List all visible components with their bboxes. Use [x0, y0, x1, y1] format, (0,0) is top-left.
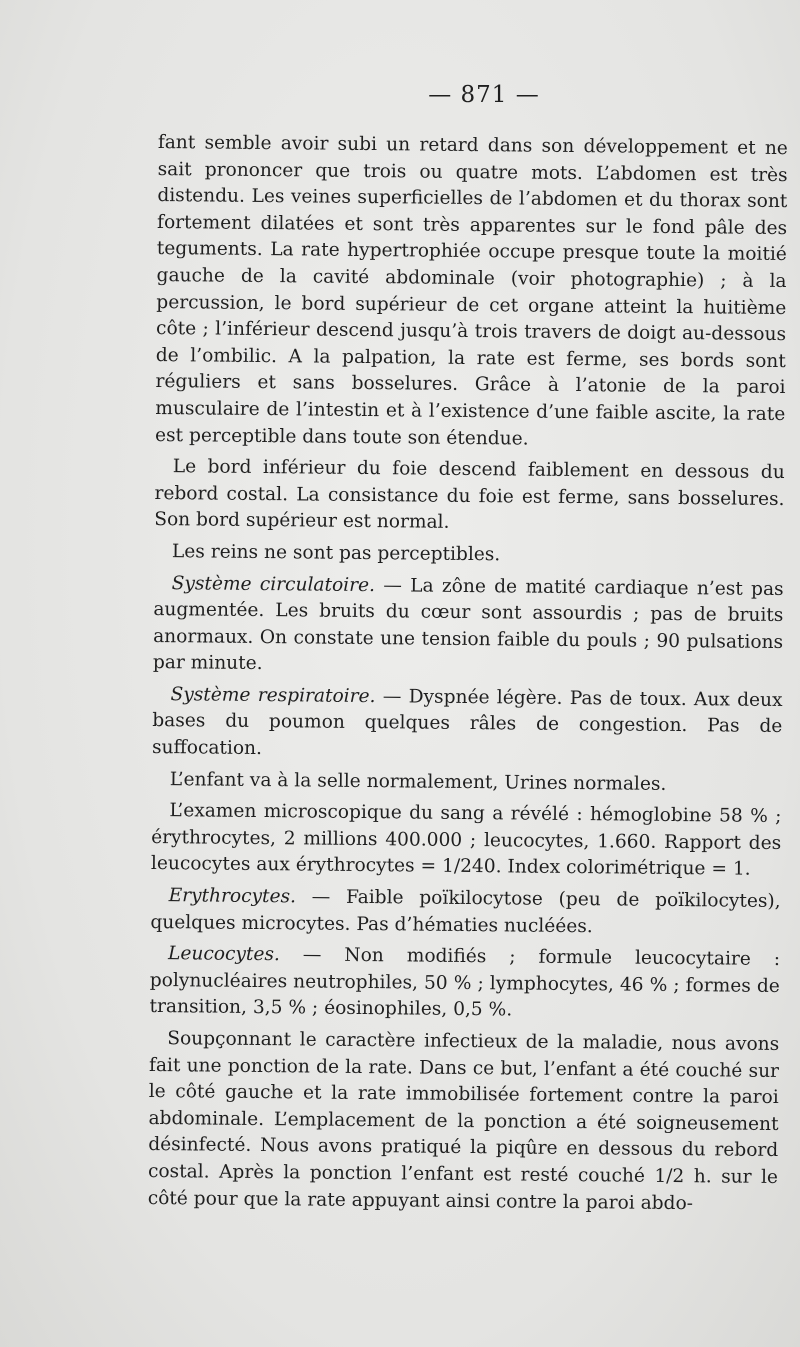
paragraph-lead: Système respiratoire.	[170, 684, 376, 707]
paragraph-respiratory	[152, 682, 783, 768]
paragraph-text: fant semble avoir subi un retard dans son développement et ne sait prononcer que trois ou quatre mots. L’abdomen est très distendu. Les veines superficielles de l’abdomen et du thorax sont fortement dilatées et sont très apparentes sur le fond pâle des teguments. La rate hypertrophiée occupe presque toute la moitié gauche de la cavité abdominale (voir photographie) ; à la percussion, le bord supérieur de cet organe atteint la huitième côte ; l’inférieur descend jusqu’à trois travers de doigt au-dessous de l’ombilic. A la palpation, la rate est ferme, ses bords sont réguliers et sans bosselures. Grâce à l’atonie de la paroi musculaire de l’intestin et à l’existence d’une faible ascite, la rate est perceptible dans toute son étendue.	[154, 131, 788, 450]
paragraph-text: — La zône de matité cardiaque n’est pas augmentée. Les bruits du cœur sont assourdis ; pas de bruits anormaux. On constate une tension faible du pouls ; 90 pulsations par minute.	[152, 574, 784, 675]
paragraph-stool-urine	[152, 767, 782, 800]
paragraph-liver	[154, 454, 785, 540]
paragraph-text: L’examen microscopique du sang a révélé : hémoglobine 58 % ; érythrocytes, 2 millions 400.000 ; leucocytes, 1.660. Rapport des leucocytes aux érythrocytes = 1/240. Index colorimétrique = 1.	[150, 800, 782, 881]
paragraph-circulatory	[153, 570, 784, 682]
paragraph-text: — Non modifiés ; formule leucocytaire : polynucléaires neutrophiles, 50 % ; lymphocytes, 46 % ; formes de transition, 3,5 % ; éosinophiles, 0,5 %.	[149, 944, 781, 1021]
body-text	[148, 130, 788, 1218]
paragraph-erythrocytes	[150, 883, 780, 942]
paragraph-text: Le bord inférieur du foie descend faiblement en dessous du rebord costal. La consistance du foie est ferme, sans bosselures. Son bord supérieur est normal.	[154, 456, 785, 534]
paragraph-kidneys	[154, 539, 784, 572]
paragraph-lead: Leucocytes.	[167, 943, 280, 966]
paragraph-text: Soupçonnant le caractère infectieux de la maladie, nous avons fait une ponction de la rate. Dans ce but, l’enfant a été couché sur le côté gauche et la rate immobilisée fortement contre la paroi abdominale. L’emplacement de la ponction a été soigneusement désinfecté. Nous avons pratiqué la piqûre en dessous du rebord costal. Après la ponction l’enfant est resté couché 1/2 h. sur le côté pour que la rate appuyant ainsi contre la paroi abdo-	[147, 1028, 780, 1214]
paragraph-blood-exam	[151, 798, 782, 884]
paragraph-text: Les reins ne sont pas perceptibles.	[171, 541, 501, 566]
paragraph-text: — Faible poïkilocytose (peu de poïkilocytes), quelques microcytes. Pas d’hématies nucléées.	[150, 886, 781, 937]
paragraph-text: L’enfant va à la selle normalement, Urines normales.	[169, 768, 667, 795]
paragraph-spleen-exam	[155, 130, 788, 455]
paragraph-lead: Système circulatoire.	[171, 572, 376, 596]
paragraph-text: — Dyspnée légère. Pas de toux. Aux deux bases du poumon quelques râles de congestion. Pas de suffocation.	[151, 685, 783, 760]
page-number: — 871 —	[428, 82, 540, 108]
paragraph-leucocytes	[149, 941, 780, 1027]
paragraph-lead: Erythrocytes.	[168, 885, 297, 908]
paragraph-puncture	[148, 1026, 780, 1218]
